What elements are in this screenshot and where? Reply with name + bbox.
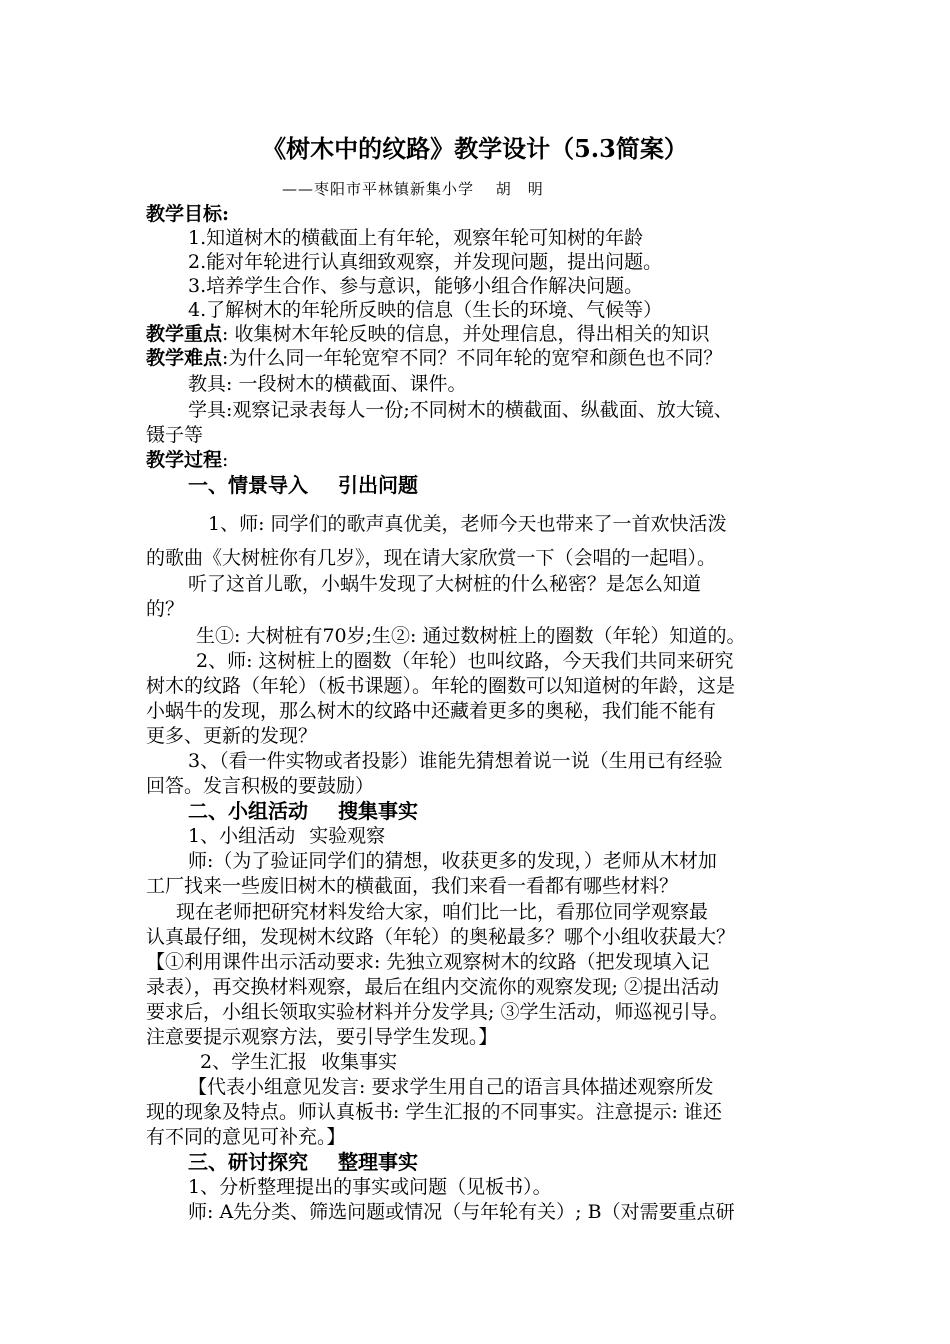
paragraph-line: 现在老师把研究材料发给大家，咱们比一比，看那位同学观察最 — [176, 901, 709, 923]
objective-item: 3.培养学生合作、参与意识，能够小组合作解决问题。 — [188, 275, 644, 297]
paragraph-line: 听了这首儿歌，小蜗牛发现了大树桩的什么秘密？是怎么知道 — [188, 573, 702, 595]
teacher-tools: 教具: 一段树木的横截面、课件。 — [188, 373, 467, 395]
process-heading: 教学过程 — [146, 449, 223, 471]
section3-title: 三、研讨探究 — [188, 1150, 308, 1174]
paragraph-line: 生①: 大树桩有70岁;生②: 通过数树桩上的圈数（年轮）知道的。 — [196, 625, 746, 647]
student-tools-line2: 镊子等 — [146, 424, 204, 446]
objective-item: 1.知道树木的横截面上有年轮，观察年轮可知树的年龄 — [188, 227, 644, 249]
section3-subtitle: 整理事实 — [338, 1150, 418, 1174]
key-point-text: : 收集树木年轮反映的信息，并处理信息，得出相关的知识 — [222, 323, 710, 345]
paragraph-line: 的歌曲《大树桩你有几岁》，现在请大家欣赏一下（会唱的一起唱）。 — [146, 547, 717, 569]
key-point-line — [146, 322, 709, 346]
section2-subtitle: 搜集事实 — [338, 799, 418, 823]
paragraph-line: 1、师: 同学们的歌声真优美，老师今天也带来了一首欢快活泼 — [208, 513, 727, 535]
paragraph-line: 师: A先分类、筛选问题或情况（与年轮有关）; B（对需要重点研 — [188, 1201, 735, 1223]
paragraph-line: 有不同的意见可补充。】 — [146, 1126, 346, 1148]
subsection-subtitle: 收集事实 — [321, 1051, 398, 1073]
process-colon: : — [222, 449, 229, 471]
paragraph-line: 回答。发言积极的要鼓励） — [146, 775, 375, 797]
subsection-title: 1、小组活动 — [188, 825, 296, 847]
paragraph-line: 1、分析整理提出的事实或问题（见板书）。 — [188, 1176, 552, 1198]
paragraph-line: 2、师: 这树桩上的圈数（年轮）也叫纹路，今天我们共同来研究 — [196, 650, 734, 672]
difficulty-label: 教学难点 — [146, 347, 223, 369]
key-point-label: 教学重点 — [146, 323, 223, 345]
paragraph-line: 的？ — [146, 598, 185, 620]
paragraph-line: 工厂找来一些废旧树木的横截面，我们来看一看都有哪些材料？ — [146, 875, 679, 897]
paragraph-line: 录表），再交换材料观察，最后在组内交流你的观察发现; ②提出活动 — [146, 976, 719, 998]
paragraph-line: 小蜗牛的发现，那么树木的纹路中还藏着更多的奥秘，我们能不能有 — [146, 700, 717, 722]
subsection-heading — [200, 1050, 397, 1074]
subsection-subtitle: 实验观察 — [309, 825, 386, 847]
paragraph-line: 师:（为了验证同学们的猜想，收获更多的发现，）老师从木材加 — [188, 850, 717, 872]
difficulty-text: :为什么同一年轮宽窄不同？不同年轮的宽窄和颜色也不同？ — [222, 347, 723, 369]
process-heading-line — [146, 448, 228, 472]
section1-heading — [188, 473, 418, 497]
author-line: ——枣阳市平林镇新集小学 胡 明 — [282, 180, 544, 198]
objective-item: 2.能对年轮进行认真细致观察，并发现问题，提出问题。 — [188, 251, 663, 273]
page-title: 《树木中的纹路》教学设计（5.3简案） — [262, 134, 688, 163]
section2-heading — [188, 799, 418, 823]
subsection-heading — [188, 824, 385, 848]
section1-title: 一、情景导入 — [188, 473, 308, 497]
paragraph-line: 现的现象及特点。师认真板书: 学生汇报的不同事实。注意提示: 谁还 — [146, 1101, 722, 1123]
student-tools-line1: 学具:观察记录表每人一份;不同树木的横截面、纵截面、放大镜、 — [188, 399, 733, 421]
subsection-title: 2、学生汇报 — [200, 1051, 308, 1073]
objectives-heading: 教学目标: — [146, 203, 230, 225]
paragraph-line: 注意要提示观察方法，要引导学生发现。】 — [146, 1026, 498, 1048]
difficulty-line — [146, 346, 722, 370]
section3-heading — [188, 1150, 418, 1174]
paragraph-line: 3、（看一件实物或者投影）谁能先猜想着说一说（生用已有经验 — [188, 750, 723, 772]
paragraph-line: 认真最仔细，发现树木纹路（年轮）的奥秘最多？哪个小组收获最大？ — [146, 926, 736, 948]
paragraph-line: 树木的纹路（年轮）（板书课题）。年轮的圈数可以知道树的年龄，这是 — [146, 675, 736, 697]
section2-title: 二、小组活动 — [188, 799, 308, 823]
section1-subtitle: 引出问题 — [338, 473, 418, 497]
objective-item: 4.了解树木的年轮所反映的信息（生长的环境、气候等） — [188, 299, 663, 321]
paragraph-line: 更多、更新的发现？ — [146, 725, 318, 747]
paragraph-line: 要求后，小组长领取实验材料并分发学具; ③学生活动，师巡视引导。 — [146, 1001, 729, 1023]
paragraph-line: 【代表小组意见发言: 要求学生用自己的语言具体描述观察所发 — [188, 1076, 714, 1098]
paragraph-line: 【①利用课件出示活动要求: 先独立观察树木的纹路（把发现填入记 — [146, 951, 710, 973]
